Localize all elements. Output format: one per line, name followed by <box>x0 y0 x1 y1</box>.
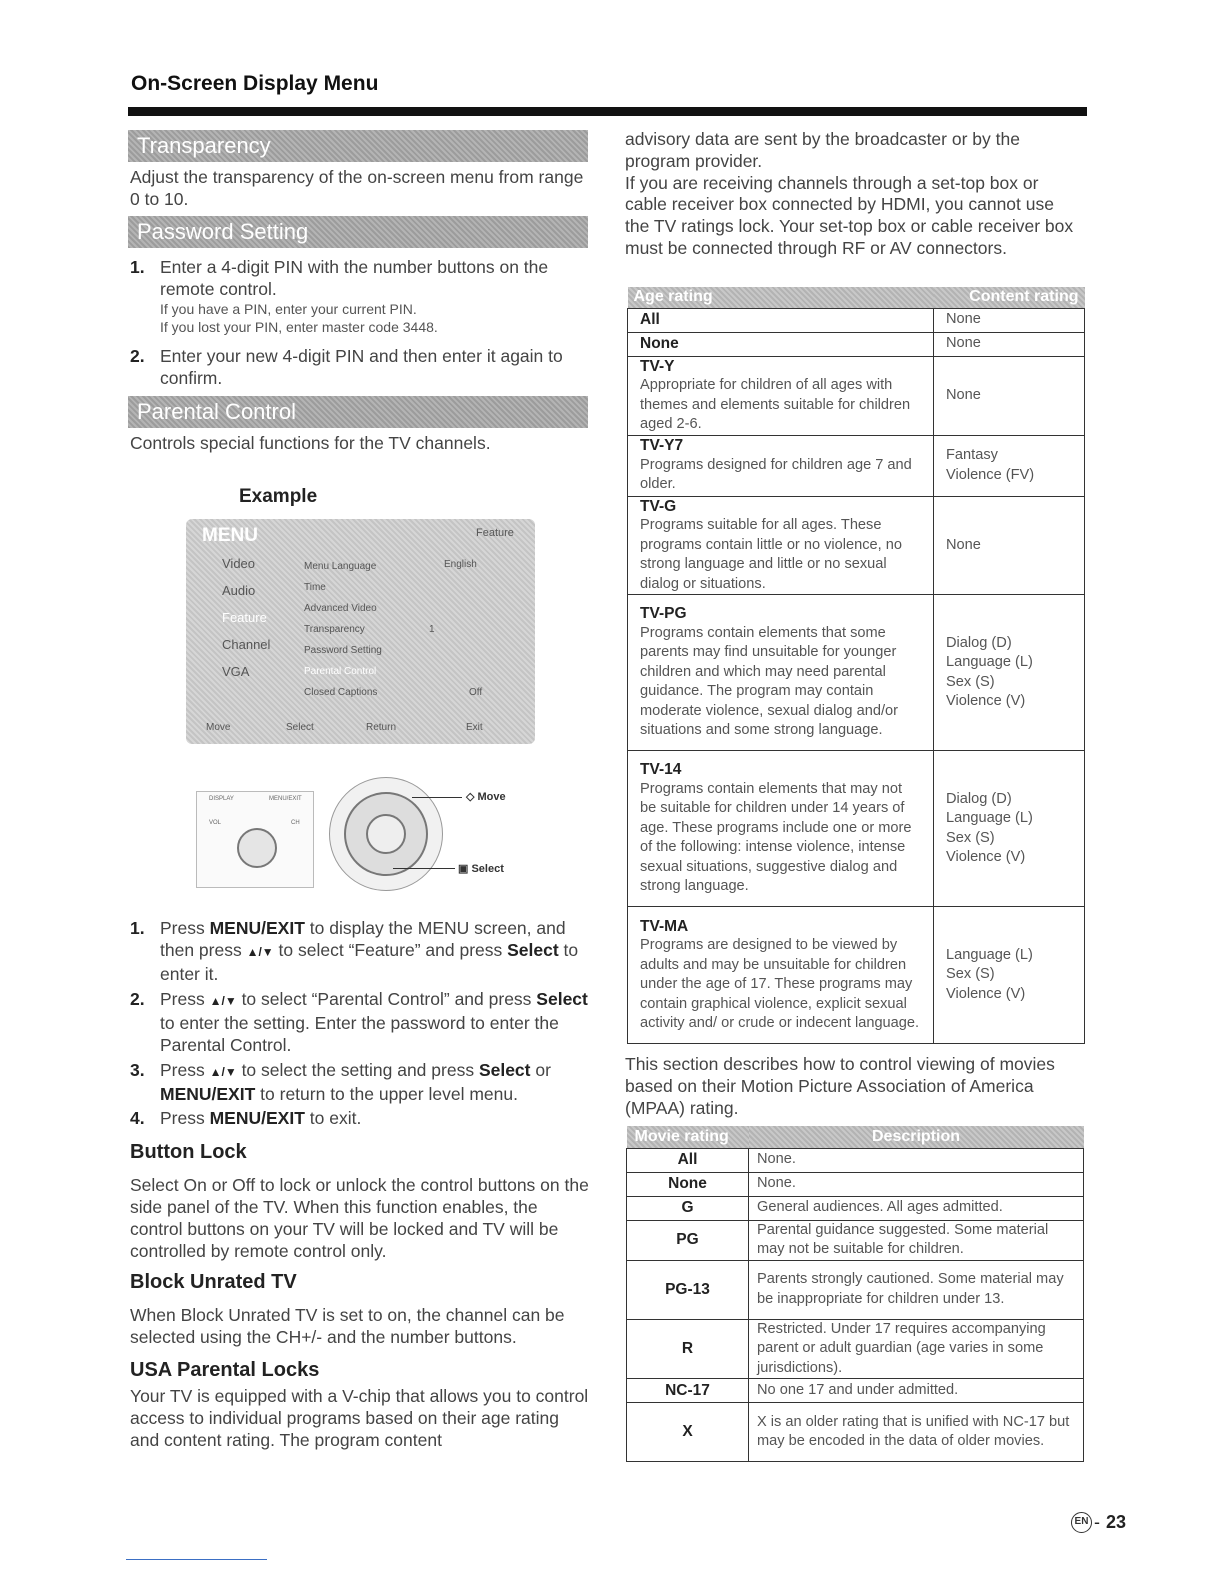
leader-line <box>393 868 455 869</box>
age-rating-table <box>627 287 1085 1044</box>
remote-panel-illustration <box>196 791 314 888</box>
menu-item-vga: VGA <box>222 664 250 679</box>
footer-rule <box>126 1559 267 1560</box>
parental-step-3: 3. Press ▲/▼ to select the setting and press Select or MENU/EXIT to return to the upper level menu. <box>130 1060 551 1104</box>
column-header: Description <box>749 1126 1084 1148</box>
advisory-text: advisory data are sent by the broadcaster or by the program provider. If you are receiving channels through a set-top box or cable receiver box connected by HDMI, you cannot use the TV ratings lock. Your set-top box or cable receiver box must be connected through RF or AV connectors. <box>625 129 1074 258</box>
password-heading: Password Setting <box>128 216 588 248</box>
leader-line <box>412 797 462 798</box>
parental-step-1: 1. Press MENU/EXIT to display the MENU screen, and then press ▲/▼ to select “Feature” and press Select to enter it. <box>130 918 579 984</box>
remote-label: VOL <box>209 820 222 826</box>
mpaa-intro-text: This section describes how to control viewing of movies based on their Motion Picture Association of America (MPAA) rating. <box>625 1054 1055 1118</box>
step-number: 2. <box>130 346 145 366</box>
page-title: On-Screen Display Menu <box>131 72 379 95</box>
usa-locks-text: Your TV is equipped with a V-chip that allows you to control access to individual programs based on their age rating and content rating. The program content <box>130 1386 589 1450</box>
transparency-heading: Transparency <box>128 130 588 162</box>
menu-footer-item: Exit <box>466 722 483 733</box>
menu-item-feature: Feature <box>222 610 267 625</box>
menu-option: Transparency <box>304 624 365 635</box>
column-header: Age rating <box>628 287 934 308</box>
dpad-zoom-icon <box>329 777 443 891</box>
parental-step-2: 2. Press ▲/▼ to select “Parental Control” and press Select to enter the setting. Enter the password to enter the Parental Control. <box>130 989 588 1055</box>
move-label: ◇ Move <box>466 791 506 803</box>
table-row: TV-MA Programs are designed to be viewed by adults and may be unsuitable for children under the age of 17. These programs may contain graphical violence, explicit sexual activity and/ or crude or indecent language. Language (L) Sex (S) Violence (V) <box>628 907 1085 1044</box>
menu-value: 1 <box>429 624 435 635</box>
menu-footer-item: Select <box>286 722 314 733</box>
table-row: TV-Y Appropriate for children of all ages with themes and elements suitable for children aged 2-6. None <box>628 356 1085 435</box>
menu-option: Closed Captions <box>304 687 378 698</box>
page-number: 23 <box>1106 1512 1127 1532</box>
movie-rating-table <box>626 1126 1084 1462</box>
menu-value: English <box>444 559 477 570</box>
note: If you have a PIN, enter your current PIN. <box>160 301 417 317</box>
remote-label: DISPLAY <box>209 796 234 802</box>
step-text: Enter a 4-digit PIN with the number buttons on the remote control. <box>160 257 549 299</box>
remote-label: CH <box>291 820 300 826</box>
table-row: X X is an older rating that is unified with NC-17 but may be encoded in the data of older movies. <box>627 1403 1084 1462</box>
table-row: All None <box>628 308 1085 332</box>
table-row: PG Parental guidance suggested. Some material may not be suitable for children. <box>627 1220 1084 1260</box>
table-row: TV-PG Programs contain elements that some parents may find unsuitable for younger children and which may need parental guidance. The program may contain moderate violence, sexual dialog and/or situations and some strong language. Dialog (D) Language (L) Sex (S) Violence (V) <box>628 595 1085 751</box>
table-row: G General audiences. All ages admitted. <box>627 1196 1084 1220</box>
menu-value: Off <box>469 687 483 698</box>
parental-heading: Parental Control <box>128 396 588 428</box>
password-step-2 <box>130 345 590 389</box>
table-row: TV-G Programs suitable for all ages. These programs contain little or no violence, no strong language and little or no sexual dialog or situations. None <box>628 496 1085 595</box>
move-arrows-icon: ◇ <box>466 791 478 803</box>
menu-option: Advanced Video <box>304 603 377 614</box>
table-row: TV-14 Programs contain elements that may not be suitable for children under 14 years of age. These programs include one or more of the following: intense violence, intense sexual situations, suggestive dialog and strong language. Dialog (D) Language (L) Sex (S) Violence (V) <box>628 751 1085 907</box>
menu-item-audio: Audio <box>222 583 256 598</box>
menu-footer-item: Move <box>206 722 231 733</box>
dpad-icon <box>237 828 277 868</box>
menu-item-video: Video <box>222 556 256 571</box>
header-rule <box>128 107 1087 116</box>
menu-title: MENU <box>202 525 258 546</box>
step-text: Enter your new 4-digit PIN and then enter it again to confirm. <box>160 346 563 388</box>
menu-tab: Feature <box>476 527 514 539</box>
block-unrated-heading: Block Unrated TV <box>130 1271 297 1293</box>
parental-step-4: 4. Press MENU/EXIT to exit. <box>130 1108 362 1128</box>
button-lock-text: Select On or Off to lock or unlock the control buttons on the side panel of the TV. When this function enables, the control buttons on your TV will be locked and TV will be controlled by remote control only. <box>130 1175 589 1261</box>
menu-screen-example <box>186 519 535 744</box>
table-row: None None. <box>627 1172 1084 1196</box>
menu-option: Parental Control <box>304 666 377 677</box>
note: If you lost your PIN, enter master code 3448. <box>160 319 438 335</box>
table-row: NC-17 No one 17 and under admitted. <box>627 1379 1084 1403</box>
menu-option: Time <box>304 582 326 593</box>
example-label: Example <box>239 486 318 507</box>
usa-locks-heading: USA Parental Locks <box>130 1359 320 1381</box>
page-separator: - <box>1094 1512 1100 1532</box>
parental-text: Controls special functions for the TV channels. <box>130 433 491 453</box>
select-button-icon: ▣ <box>458 863 472 875</box>
password-step-1 <box>130 256 590 336</box>
column-header: Movie rating <box>627 1126 749 1148</box>
table-row: R Restricted. Under 17 requires accompanying parent or adult guardian (age varies in some jurisdictions). <box>627 1319 1084 1379</box>
menu-footer-item: Return <box>366 722 397 733</box>
select-label: ▣ Select <box>458 863 504 875</box>
table-row: All None. <box>627 1148 1084 1172</box>
table-row: PG-13 Parents strongly cautioned. Some material may be inappropriate for children under 13. <box>627 1260 1084 1319</box>
remote-label: MENU/EXIT <box>269 796 302 802</box>
block-unrated-text: When Block Unrated TV is set to on, the channel can be selected using the CH+/- and the number buttons. <box>130 1305 565 1347</box>
step-number: 1. <box>130 257 145 277</box>
table-row: TV-Y7 Programs designed for children age 7 and older. Fantasy Violence (FV) <box>628 435 1085 496</box>
menu-option: Menu Language <box>304 561 377 572</box>
table-row: None None <box>628 332 1085 356</box>
column-header: Content rating <box>934 287 1085 308</box>
button-lock-heading: Button Lock <box>130 1141 247 1163</box>
language-badge-icon: EN <box>1071 1512 1092 1533</box>
menu-option: Password Setting <box>304 645 382 656</box>
transparency-text: Adjust the transparency of the on-screen menu from range 0 to 10. <box>130 167 584 209</box>
menu-item-channel: Channel <box>222 637 271 652</box>
